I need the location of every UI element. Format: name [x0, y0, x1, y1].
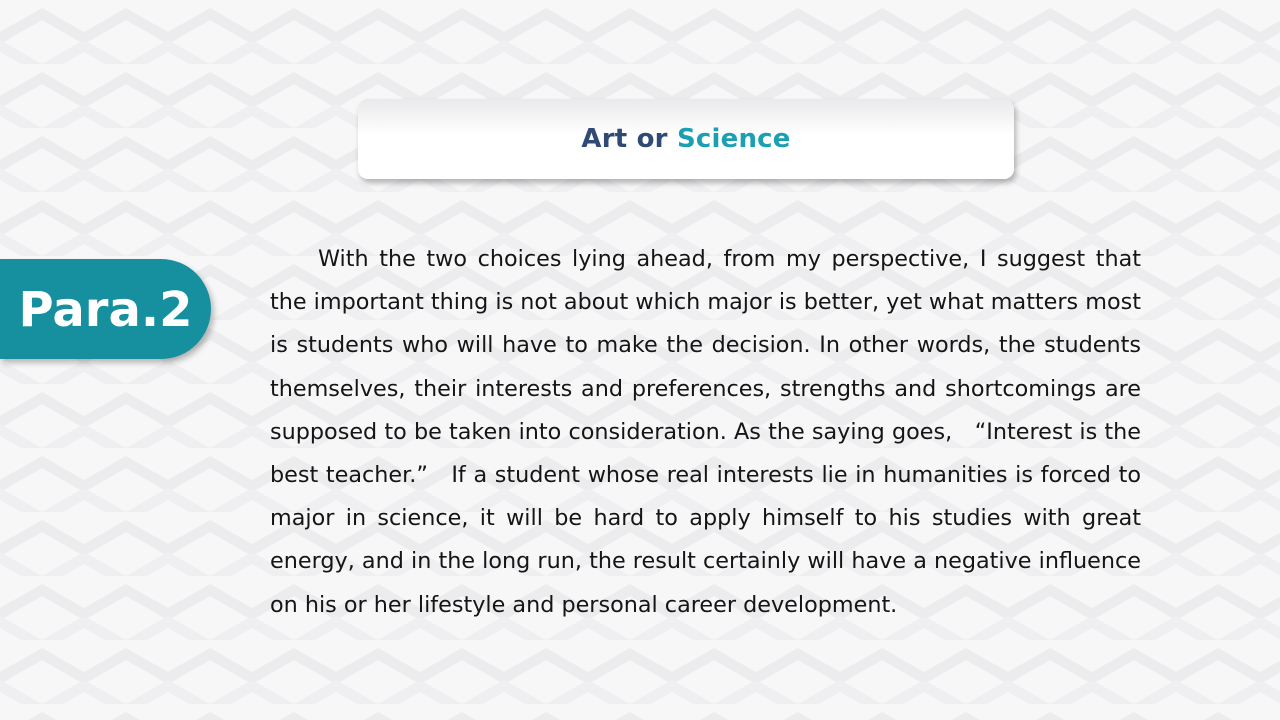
title-word-science: Science	[676, 124, 791, 154]
paragraph-body: With the two choices lying ahead, from my perspective, I suggest that the important thing is not about which major is better, yet what matters most is students who will have to make the decision. In other words, the students themselves, their interests and preferences, strengths and shortcomings are supposed to be taken into consideration. As the saying goes, “Interest is the best teacher.” If a student whose real interests lie in humanities is forced to major in science, it will be hard to apply himself to his studies with great energy, and in the long run, the result certainly will have a negative influence on his or her lifestyle and personal career development.	[270, 246, 1141, 618]
title-word-or: or	[636, 124, 668, 154]
paragraph-badge	[0, 259, 211, 359]
paragraph-badge-label: Para.2	[18, 282, 193, 338]
title-card	[358, 99, 1014, 179]
slide-title	[581, 124, 790, 154]
title-word-art: Art	[581, 124, 628, 154]
